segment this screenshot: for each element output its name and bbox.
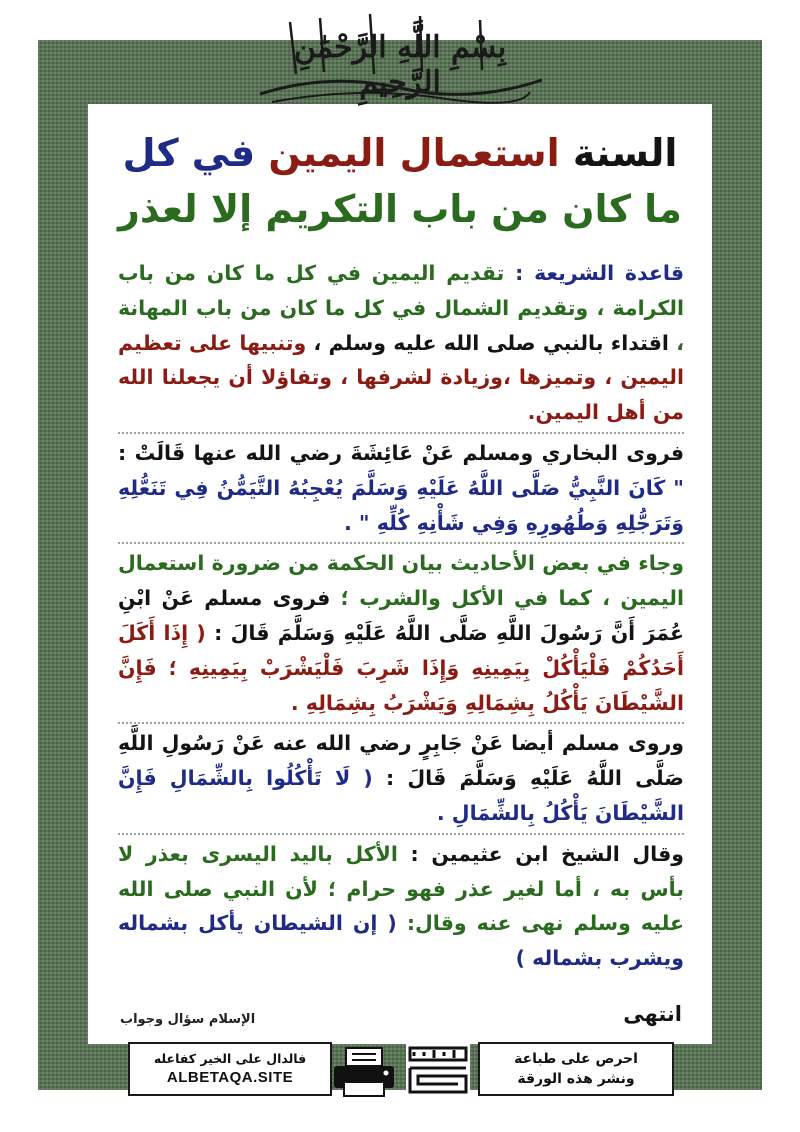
basmala-calligraphy [250,2,550,114]
paragraph-rule [118,256,684,430]
footer-website-link[interactable]: ALBETAQA.SITE [166,1069,294,1086]
jabir-hadith: ( لَا تَأْكُلُوا بِالشِّمَالِ فَإِنَّ الشَّيْطَانَ يَأْكُلُ بِالشِّمَالِ . [118,766,684,825]
wisdom-intro: وجاء في بعض الأحاديث بيان الحكمة من ضرورة استعمال اليمين ، كما في الأكل والشرب ؛ [118,551,685,611]
footer-motto: فالدال على الخير كفاعله [153,1051,307,1066]
aisha-intro: فروى البخاري ومسلم عَنْ عَائِشَةَ رضي الله عنها قَالَتْ : [118,440,684,465]
title-line-2: ما كان من باب التكريم إلا لعذر [118,187,682,231]
rule-text-3: وتنبيها على تعظيم اليمين ، وتميزها ،وزيادة لشرفها ، وتفاؤلا أن يجعلنا الله من أهل اليمين. [118,330,684,425]
divider [118,542,684,544]
paragraph-ibn-umar-hadith [118,546,684,720]
jabir-intro: وروى مسلم أيضا عَنْ جَابِرٍ رضي الله عنه عَنْ رَسُولِ اللَّهِ صَلَّى اللَّهُ عَلَيْهِ وَسَلَّمَ قَالَ : [118,731,684,791]
title-line-1 [100,125,700,181]
printer-icon [332,1046,396,1098]
footer-print-note-box [478,1042,674,1096]
rule-text-1: تقديم اليمين في كل ما كان من باب الكرامة ، وتقديم الشمال في كل ما كان من باب المهانة ، [118,261,685,355]
divider [118,432,684,434]
page-title [100,125,700,237]
basmala-text: بِسْمِ اللَّهِ الرَّحْمَٰنِ الرَّحِيمِ [293,30,507,100]
title-word-in-all: في كل [122,131,256,175]
albetaqa-logo [404,1040,472,1100]
article-body [118,256,684,976]
albetaqa-logo-mark [404,1040,472,1100]
paragraph-uthaymeen [118,837,684,976]
rule-heading: قاعدة الشريعة : [515,261,685,285]
aisha-hadith: " كَانَ النَّبِيُّ صَلَّى اللَّهُ عَلَيْهِ وَسَلَّمَ يُعْجِبُهُ التَّيَمُّنُ فِي تَنَعُّلِهِ وَتَرَجُّلِهِ وَطُهُورِهِ وَفِي شَأْنِهِ كُلِّهِ " . [118,475,684,535]
footer-bar [0,1034,800,1114]
footer-website-box [128,1042,332,1096]
divider [118,722,684,724]
source-credit: الإسلام سؤال وجواب [120,1012,256,1027]
title-word-sunnah: السنة [572,131,678,175]
uthaymeen-quote: ( إن الشيطان يأكل بشماله ويشرب بشماله ) [118,911,684,971]
paragraph-aisha-hadith [118,436,684,540]
ibn-umar-narration: فروى مسلم عَنْ ابْنِ عُمَرَ أَنَّ رَسُولَ اللَّهِ صَلَّى اللَّهُ عَلَيْهِ وَسَلَّمَ قَالَ : [118,586,685,645]
title-word-right-hand: استعمال اليمين [268,131,560,175]
ibn-umar-hadith: ( إِذَا أَكَلَ أَحَدُكُمْ فَلْيَأْكُلْ بِيَمِينِهِ وَإِذَا شَرِبَ فَلْيَشْرَبْ بِيَمِينِهِ ؛ فَإِنَّ الشَّيْطَانَ يَأْكُلُ بِشِمَالِهِ وَيَشْرَبُ بِشِمَالِهِ . [118,620,684,715]
uthaymeen-intro: وقال الشيخ ابن عثيمين : [410,841,684,866]
ending-word: انتهى [623,1002,682,1026]
divider [118,833,684,835]
rule-text-2: اقتداء بالنبي صلى الله عليه وسلم ، [313,330,669,355]
footer-print-line-1: احرص على طباعة [514,1051,638,1067]
uthaymeen-text: الأكل باليد اليسرى بعذر لا بأس به ، أما لغير عذر فهو حرام ؛ لأن النبي صلى الله عليه وسلم نهى عنه وقال: [118,841,684,936]
footer-print-line-2: ونشر هذه الورقة [517,1071,635,1087]
paragraph-jabir-hadith [118,726,684,830]
